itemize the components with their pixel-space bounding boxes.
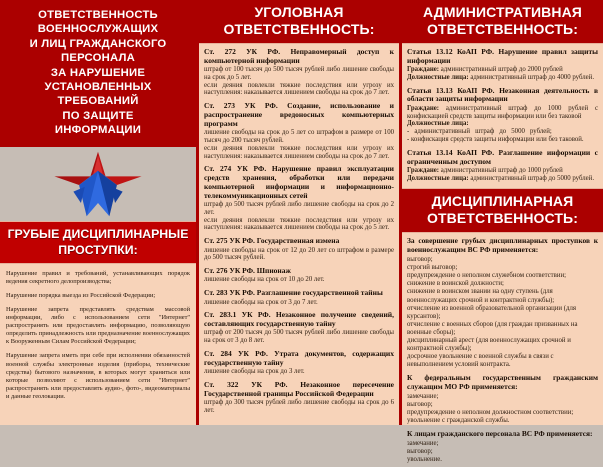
article-text <box>204 66 394 97</box>
title-line-7: ТРЕБОВАНИЙ <box>57 95 139 108</box>
disciplinary-blocks <box>402 233 603 467</box>
block-item: увольнение с гражданской службы. <box>407 417 510 425</box>
administrative-heading <box>402 0 603 44</box>
administrative-heading-line-1: АДМИНИСТРАТИВНАЯ <box>423 4 582 20</box>
article-line: штраф от 200 тысяч до 500 тысяч рублей либо лишение свободы на срок от 3 до 8 лет. <box>204 329 394 345</box>
article-text <box>204 276 394 284</box>
emblem-area <box>0 147 196 221</box>
article-title: Ст. 284 УК РФ. Утрата документов, содержащих государственную тайну <box>204 349 394 367</box>
block-item: выговор; <box>407 401 433 409</box>
criminal-entry <box>204 267 394 284</box>
block-item: предупреждение о неполном служебном соответствии; <box>407 272 567 280</box>
block-item: снижение в воинском звании на одну ступень (для военнослужащих срочной и контрактной службы); <box>407 288 555 304</box>
criminal-entry <box>204 165 394 232</box>
article-line: Должностные лица: административный штраф до 5000 рублей. <box>407 174 595 182</box>
criminal-entry <box>204 48 394 97</box>
banner-line-1: ГРУБЫЕ ДИСЦИПЛИНАРНЫЕ <box>7 226 189 241</box>
article-line: штраф до 300 тысяч рублей либо лишение свободы на срок до 6 лет. <box>204 398 394 414</box>
criminal-entry <box>204 102 394 160</box>
gross-item: Нарушение запрета представлять средствам массовой информации, либо с использованием сети "Интернет" распространять или предоставлять информацию, позволяющую определить принадлежность или предназначение военнослужащих к Вооруженным Силам Российской Федерации; <box>6 305 190 346</box>
criminal-column <box>196 0 399 425</box>
russian-mod-star-emblem <box>50 148 146 220</box>
left-column <box>0 0 196 425</box>
block-item: замечание; <box>407 392 439 400</box>
administrative-entry <box>407 48 598 82</box>
title-line-2: ВОЕННОСЛУЖАЩИХ <box>37 23 159 36</box>
article-title: Статья 13.13 КоАП РФ. Незаконная деятельность в области защиты информации <box>407 85 598 104</box>
block-item: замечание; <box>407 440 439 448</box>
block-item: дисциплинарный арест (для военнослужащих срочной и контрактной службы); <box>407 336 571 353</box>
article-title: Ст. 273 УК РФ. Создание, использование и распространение вредоносных компьютерных программ <box>204 101 394 128</box>
article-title: Ст. 283.1 УК РФ. Незаконное получение сведений, составляющих государственную тайну <box>204 310 394 329</box>
gross-disciplinary-banner <box>0 221 196 264</box>
article-title: Ст. 272 УК РФ. Неправомерный доступ к компьютерной информации <box>204 47 394 65</box>
article-text <box>204 368 394 376</box>
article-line: - административный штраф до 5000 рублей; <box>407 128 552 136</box>
disciplinary-heading-line-2: ОТВЕТСТВЕННОСТЬ: <box>427 210 578 227</box>
administrative-entry <box>407 87 598 144</box>
article-line: если деяния повлекли тяжкие последствия или угрозу их наступления: наказывается лишением свободы на срок до 7 лет. <box>204 81 394 97</box>
administrative-disciplinary-column <box>399 0 603 464</box>
article-text <box>204 247 394 263</box>
article-line: Должностные лица: <box>407 120 469 128</box>
gross-item: Нарушение порядка выезда из Российской Федерации; <box>6 291 156 299</box>
article-title: Статья 13.14 КоАП РФ. Разглашение информации с ограниченным доступом <box>407 147 598 166</box>
title-line-9: ИНФОРМАЦИИ <box>54 124 142 137</box>
banner-line-2: ПРОСТУПКИ: <box>58 242 138 257</box>
block-item: досрочное увольнение с военной службы в связи с невыполнением условий контракта. <box>407 353 554 369</box>
criminal-entry <box>204 311 394 345</box>
article-line: Должностные лица: административный штраф до 4000 рублей. <box>407 73 595 81</box>
article-line: - конфискация средств защиты информации или без таковой. <box>407 135 584 143</box>
disciplinary-block <box>407 374 598 425</box>
criminal-entry <box>204 289 394 306</box>
article-title: Ст. 275 УК РФ. Государственная измена <box>204 236 340 246</box>
article-text <box>407 66 598 82</box>
poster-title <box>0 0 196 147</box>
disciplinary-block <box>407 237 598 369</box>
article-line: Граждане: административный штраф до 1000 рублей <box>407 166 563 174</box>
criminal-entry <box>204 350 394 376</box>
article-text <box>204 399 394 415</box>
block-item: отчисление с военных сборов (для граждан призванных на военные сборы); <box>407 320 578 336</box>
article-title: Статья 13.12 КоАП РФ. Нарушение правил защиты информации <box>407 47 598 65</box>
article-line: штраф от 100 тысяч до 500 тысяч рублей либо лишение свободы на срок до 5 лет. <box>204 66 394 81</box>
article-line: лишение свободы на срок до 5 лет со штрафом в размере от 100 тысяч до 200 тысяч рублей. <box>204 129 394 144</box>
gross-disciplinary-list <box>0 264 196 425</box>
criminal-heading-line-1: УГОЛОВНАЯ <box>254 4 344 20</box>
title-line-6: УСТАНОВЛЕННЫХ <box>44 81 152 94</box>
article-line: Граждане: административный штраф до 2000 рублей <box>407 66 563 74</box>
criminal-entry <box>204 237 394 262</box>
article-line: лишение свободы на срок до 3 лет. <box>204 368 305 376</box>
block-item: выговор; <box>407 256 433 264</box>
title-line-1: ОТВЕТСТВЕННОСТЬ <box>38 9 158 21</box>
article-line: лишение свободы на срок от 3 до 7 лет. <box>204 298 318 306</box>
administrative-heading-line-2: ОТВЕТСТВЕННОСТЬ: <box>427 21 578 37</box>
article-title: Ст. 274 УК РФ. Нарушение правил эксплуатации средств хранения, обработки или передачи компьютерной информации и информационно-телекоммуникационных сетей <box>204 164 394 200</box>
title-line-4: ПЕРСОНАЛА <box>61 52 135 65</box>
block-item: увольнение. <box>407 456 443 464</box>
block-lead: За совершение грубых дисциплинарных проступков к военнослужащим ВС РФ применяется: <box>407 236 598 255</box>
criminal-heading <box>199 0 399 44</box>
gross-item: Нарушение запрета иметь при себе при исполнении обязанностей военной службы электронные изделия (приборы, технические средства) бытового назначения, в которых могут храниться или которые позволяют с использованием сети "Интернет" распространять или предоставлять аудио-, фото-, видеоматериалы и данные геолокации. <box>6 352 190 400</box>
article-title: Ст. 276 УК РФ. Шпионаж <box>204 266 291 276</box>
article-line: если деяния повлекли тяжкие последствия или угрозу их наступления: наказывается лишением свободы на срок до 7 лет. <box>204 144 394 160</box>
disciplinary-heading <box>402 188 603 233</box>
block-item: строгий выговор; <box>407 264 458 272</box>
block-lead: К федеральным государственным гражданским служащим МО РФ применяется: <box>407 373 598 392</box>
title-line-8: ПО ЗАЩИТЕ <box>62 109 134 122</box>
administrative-entry <box>407 149 598 183</box>
article-line: если деяния повлекли тяжкие последствия или угрозу их наступления: наказывается лишением свободы на срок до 5 лет. <box>204 216 394 232</box>
title-line-3: И ЛИЦ ГРАЖДАНСКОГО <box>29 37 167 50</box>
article-line: лишение свободы на срок от 10 до 20 лет. <box>204 276 325 284</box>
gross-item: Нарушение правил и требований, устанавливающих порядок ведения секретного делопроизводства; <box>6 269 190 285</box>
article-title: Ст. 322 УК РФ. Незаконное пересечение Государственной границы Российской Федерации <box>204 379 394 398</box>
article-text <box>204 129 394 160</box>
article-text <box>204 299 394 307</box>
article-text <box>204 329 394 345</box>
article-line: Граждане: административный штраф до 1000 рублей с конфискацией средств защиты информации или без таковой <box>407 104 598 120</box>
article-text <box>204 201 394 232</box>
block-item: отчисление из военной образовательной организации (для курсантов); <box>407 304 577 320</box>
criminal-heading-line-2: ОТВЕТСТВЕННОСТЬ: <box>223 21 375 37</box>
article-text <box>407 167 598 183</box>
administrative-entries <box>402 44 603 185</box>
article-title: Ст. 283 УК РФ. Разглашение государственной тайны <box>204 288 383 298</box>
criminal-entry <box>204 381 394 415</box>
block-lead: К лицам гражданского персонала ВС РФ применяется: <box>407 429 593 439</box>
article-line: штраф до 500 тысяч рублей либо лишение свободы на срок до 2 лет. <box>204 201 394 216</box>
block-item: снижение в воинской должности; <box>407 280 504 288</box>
article-text <box>407 105 598 144</box>
disciplinary-block <box>407 430 598 464</box>
block-item: предупреждение о неполном должностном соответствии; <box>407 409 574 417</box>
disciplinary-heading-line-1: ДИСЦИПЛИНАРНАЯ <box>431 193 574 210</box>
title-line-5: ЗА НАРУШЕНИЕ <box>50 66 146 79</box>
criminal-entries <box>199 44 399 425</box>
block-item: выговор; <box>407 448 433 456</box>
article-line: лишение свободы на срок от 12 до 20 лет со штрафом в размере до 500 тысяч рублей. <box>204 246 394 262</box>
